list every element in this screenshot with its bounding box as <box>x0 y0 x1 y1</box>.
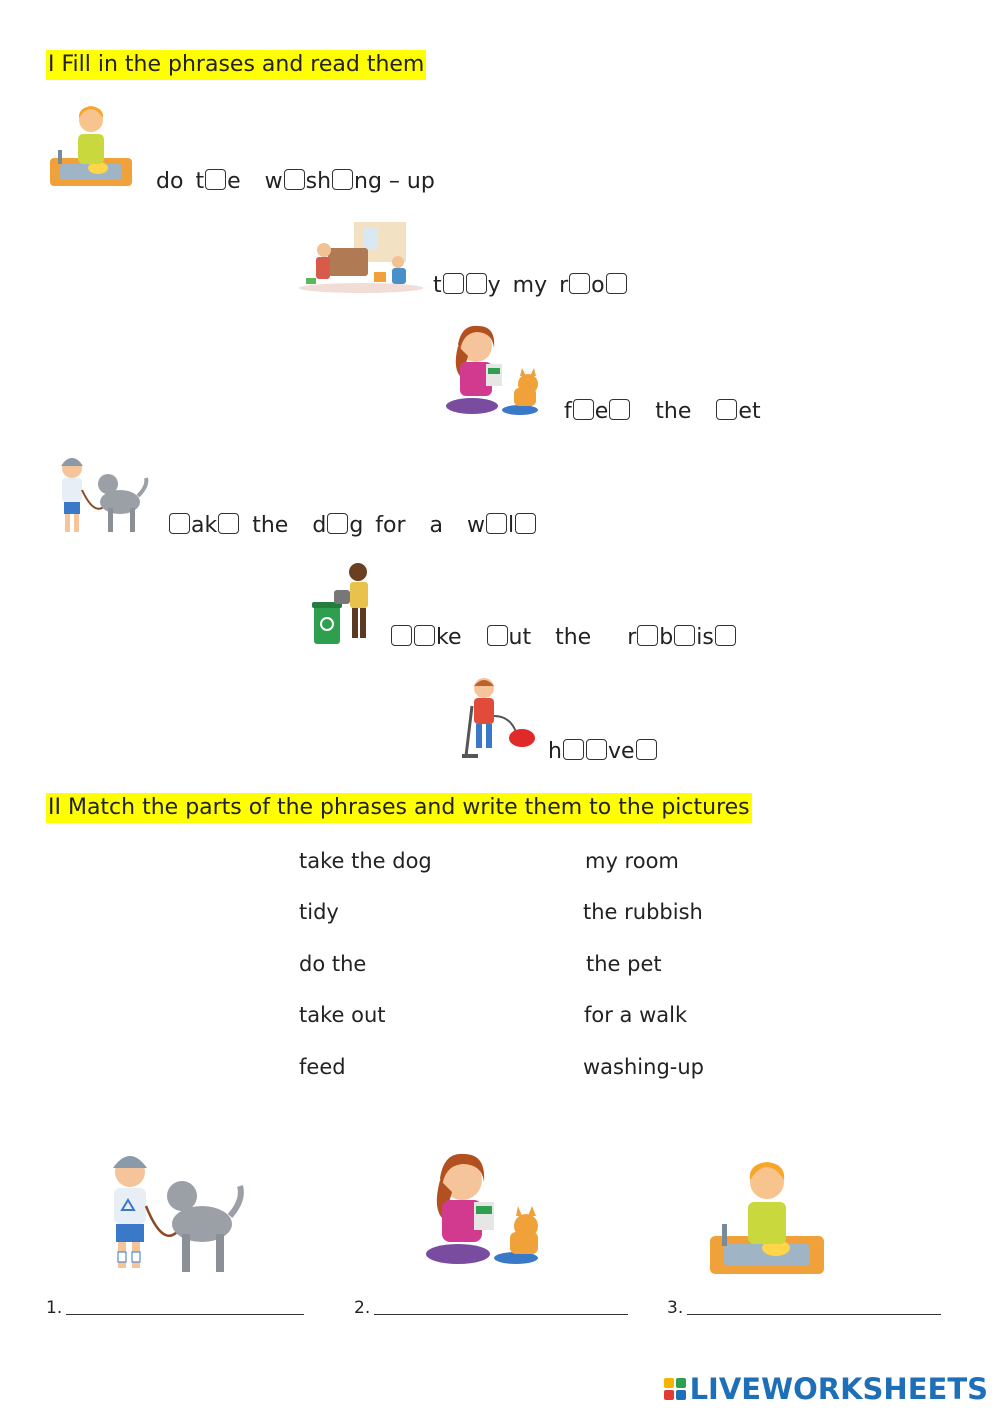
letter-blank[interactable] <box>218 513 239 534</box>
logo-mark-icon <box>664 1378 686 1400</box>
rubbish-picture <box>312 562 376 648</box>
letter-blank[interactable] <box>609 399 630 420</box>
phrase-4: ak the d g for a w l <box>168 512 537 540</box>
washing-up-picture-large <box>706 1152 828 1278</box>
letter-blank[interactable] <box>569 273 590 294</box>
phrase-2: t y my r o <box>433 272 628 300</box>
phrase-3: f e the et <box>564 399 761 424</box>
left-part-5: feed <box>299 1055 346 1079</box>
feed-pet-picture <box>442 322 548 420</box>
right-part-4: for a walk <box>584 1003 688 1027</box>
letter-blank[interactable] <box>414 625 435 646</box>
tidy-room-picture <box>294 218 428 294</box>
letter-blank[interactable] <box>586 739 607 760</box>
letter-blank[interactable] <box>327 513 348 534</box>
right-part-1: my room <box>585 849 679 873</box>
letter-blank[interactable] <box>486 513 507 534</box>
letter-blank[interactable] <box>716 399 737 420</box>
left-part-3: do the <box>299 952 367 976</box>
letter-blank[interactable] <box>515 513 536 534</box>
answer-3-line[interactable] <box>687 1300 941 1315</box>
letter-blank[interactable] <box>674 625 695 646</box>
phrase-5: ke ut the r b is <box>390 624 737 652</box>
section-2-heading: II Match the parts of the phrases and write them to the pictures <box>46 793 752 823</box>
letter-blank[interactable] <box>466 273 487 294</box>
washing-up-picture <box>46 98 136 192</box>
walk-dog-picture-large <box>94 1146 246 1278</box>
letter-blank[interactable] <box>487 625 508 646</box>
right-part-5: washing-up <box>583 1055 704 1079</box>
walk-dog-picture <box>48 450 152 538</box>
liveworksheets-logo <box>664 1372 988 1406</box>
answer-3: 3. <box>667 1298 941 1318</box>
left-part-1: take the dog <box>299 849 432 873</box>
answer-2: 2. <box>354 1298 628 1318</box>
right-part-2: the rubbish <box>583 900 703 924</box>
feed-pet-picture-large <box>420 1150 550 1270</box>
letter-blank[interactable] <box>443 273 464 294</box>
answer-1-line[interactable] <box>66 1300 304 1315</box>
letter-blank[interactable] <box>715 625 736 646</box>
letter-blank[interactable] <box>332 169 353 190</box>
letter-blank[interactable] <box>284 169 305 190</box>
answer-1: 1. <box>46 1298 304 1318</box>
letter-blank[interactable] <box>636 739 657 760</box>
logo-text: LIVEWORKSHEETS <box>689 1372 988 1406</box>
phrase-1: do t e w sh ng – up <box>156 169 435 194</box>
letter-blank[interactable] <box>606 273 627 294</box>
letter-blank[interactable] <box>169 513 190 534</box>
hoover-picture <box>462 676 536 760</box>
letter-blank[interactable] <box>391 625 412 646</box>
phrase-6: h ve <box>548 738 658 766</box>
left-part-4: take out <box>299 1003 386 1027</box>
answer-2-line[interactable] <box>374 1300 628 1315</box>
letter-blank[interactable] <box>205 169 226 190</box>
letter-blank[interactable] <box>573 399 594 420</box>
right-part-3: the pet <box>586 952 662 976</box>
letter-blank[interactable] <box>637 625 658 646</box>
section-1-heading: I Fill in the phrases and read them <box>46 50 426 80</box>
left-part-2: tidy <box>299 900 339 924</box>
letter-blank[interactable] <box>563 739 584 760</box>
